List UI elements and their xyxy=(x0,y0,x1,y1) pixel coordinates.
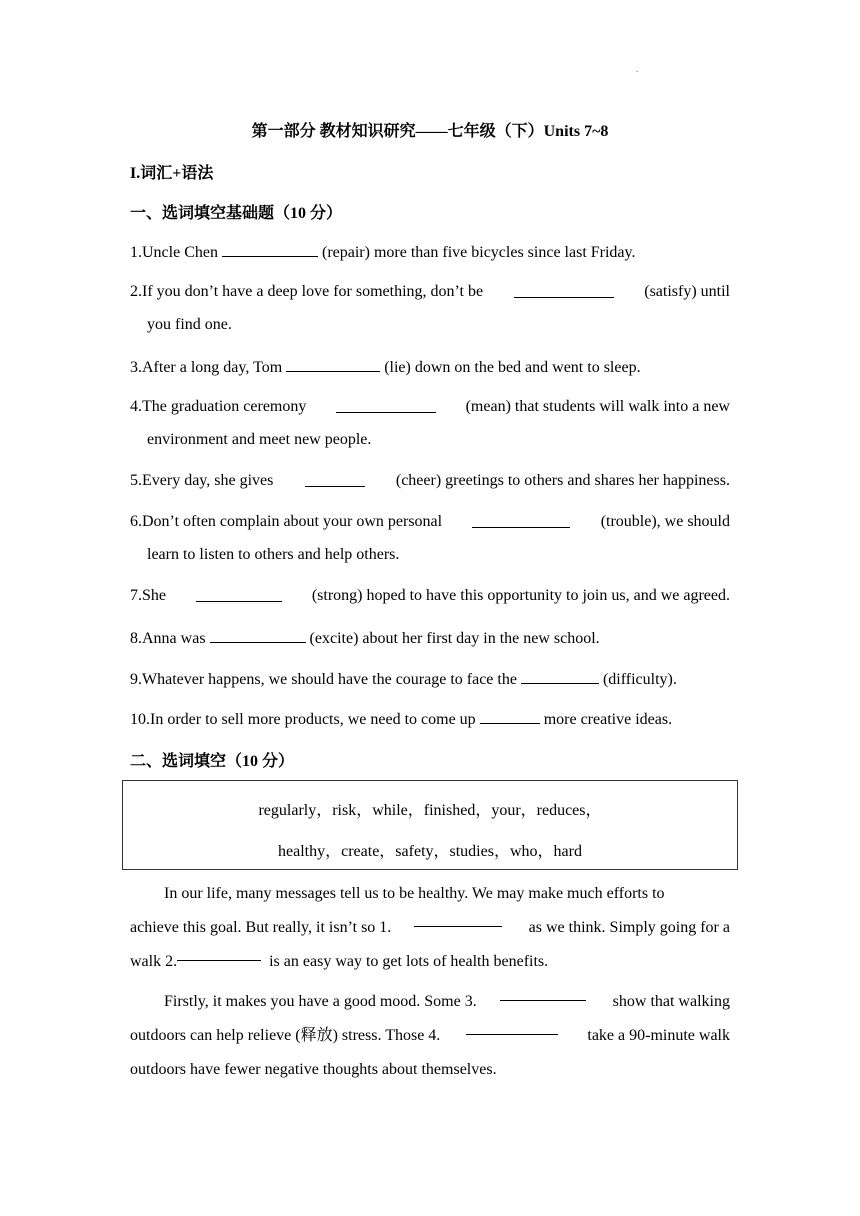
question-text-continued: learn to listen to others and help others. xyxy=(147,546,400,563)
answer-blank-4[interactable] xyxy=(466,1019,558,1035)
question-text: 2.If you don’t have a deep love for something, don’t be xyxy=(130,283,484,300)
passage-text: outdoors have fewer negative thoughts about themselves. xyxy=(130,1061,497,1078)
answer-blank[interactable] xyxy=(336,397,436,413)
question-text: (trouble), we should xyxy=(600,513,730,530)
question-1 xyxy=(130,241,730,263)
answer-blank-1[interactable] xyxy=(414,911,502,927)
page-dot: . xyxy=(636,64,639,74)
question-text: (cheer) greetings to others and shares her happiness. xyxy=(395,472,730,489)
question-text: more creative ideas. xyxy=(543,711,673,728)
answer-blank[interactable] xyxy=(210,627,306,643)
word-bank-line: regularly，risk，while，finished，your，reduces， xyxy=(258,802,602,819)
question-text: (difficulty). xyxy=(602,671,677,688)
question-2 xyxy=(130,282,730,335)
question-text: 5.Every day, she gives xyxy=(130,472,274,489)
question-3 xyxy=(130,356,730,378)
passage-text: as we think. Simply going for a xyxy=(528,919,730,936)
question-text: (strong) hoped to have this opportunity to join us, and we agreed. xyxy=(311,587,730,604)
answer-blank[interactable] xyxy=(480,708,540,724)
question-text: 6.Don’t often complain about your own personal xyxy=(130,513,443,530)
answer-blank-2[interactable] xyxy=(177,945,261,961)
passage-text: walk 2. xyxy=(130,953,178,970)
question-text: 9.Whatever happens, we should have the courage to face the xyxy=(130,671,517,688)
passage-text: take a 90-minute walk xyxy=(587,1027,730,1044)
part2-heading: 二、选词填空（10 分） xyxy=(130,753,295,770)
passage-paragraph-1 xyxy=(130,877,730,979)
question-text-continued: you find one. xyxy=(147,316,232,333)
answer-blank[interactable] xyxy=(222,241,318,257)
section-heading-vocab-grammar: I.词汇+语法 xyxy=(130,165,214,182)
question-5 xyxy=(130,471,730,491)
question-text: 3.After a long day, Tom xyxy=(130,359,283,376)
question-text: (satisfy) until xyxy=(644,283,730,300)
question-7 xyxy=(130,586,730,606)
answer-blank[interactable] xyxy=(305,471,365,487)
question-6 xyxy=(130,512,730,565)
question-text-continued: environment and meet new people. xyxy=(147,431,372,448)
question-text: 1.Uncle Chen xyxy=(130,244,218,261)
answer-blank[interactable] xyxy=(286,356,380,372)
question-text: 10.In order to sell more products, we need to come up xyxy=(130,711,476,728)
passage-text: In our life, many messages tell us to be healthy. We may make much efforts to xyxy=(164,885,665,902)
answer-blank[interactable] xyxy=(514,282,614,298)
passage-text: achieve this goal. But really, it isn’t so 1. xyxy=(130,919,392,936)
passage-text: is an easy way to get lots of health benefits. xyxy=(269,953,549,970)
question-text: 7.She xyxy=(130,587,166,604)
passage-text: outdoors can help relieve (释放) stress. Those 4. xyxy=(130,1027,441,1044)
answer-blank[interactable] xyxy=(521,668,599,684)
question-text: 8.Anna was xyxy=(130,630,206,647)
question-text: (mean) that students will walk into a new xyxy=(465,398,730,415)
answer-blank-3[interactable] xyxy=(500,985,586,1001)
question-text: (repair) more than five bicycles since last Friday. xyxy=(321,244,636,261)
word-bank-line: healthy，create，safety，studies，who，hard xyxy=(278,843,582,860)
word-bank-box xyxy=(122,780,738,870)
passage-text: Firstly, it makes you have a good mood. Some 3. xyxy=(164,993,477,1010)
answer-blank[interactable] xyxy=(196,586,282,602)
question-8 xyxy=(130,627,730,649)
answer-blank[interactable] xyxy=(472,512,570,528)
question-9 xyxy=(130,668,730,690)
question-text: (lie) down on the bed and went to sleep. xyxy=(384,359,641,376)
passage-text: show that walking xyxy=(612,993,730,1010)
page-title: 第一部分 教材知识研究——七年级（下）Units 7~8 xyxy=(251,123,609,140)
question-10 xyxy=(130,708,730,730)
question-text: (excite) about her first day in the new school. xyxy=(309,630,600,647)
question-4 xyxy=(130,397,730,450)
part1-heading: 一、选词填空基础题（10 分） xyxy=(130,205,343,222)
passage-paragraph-2 xyxy=(130,985,730,1087)
question-text: 4.The graduation ceremony xyxy=(130,398,307,415)
